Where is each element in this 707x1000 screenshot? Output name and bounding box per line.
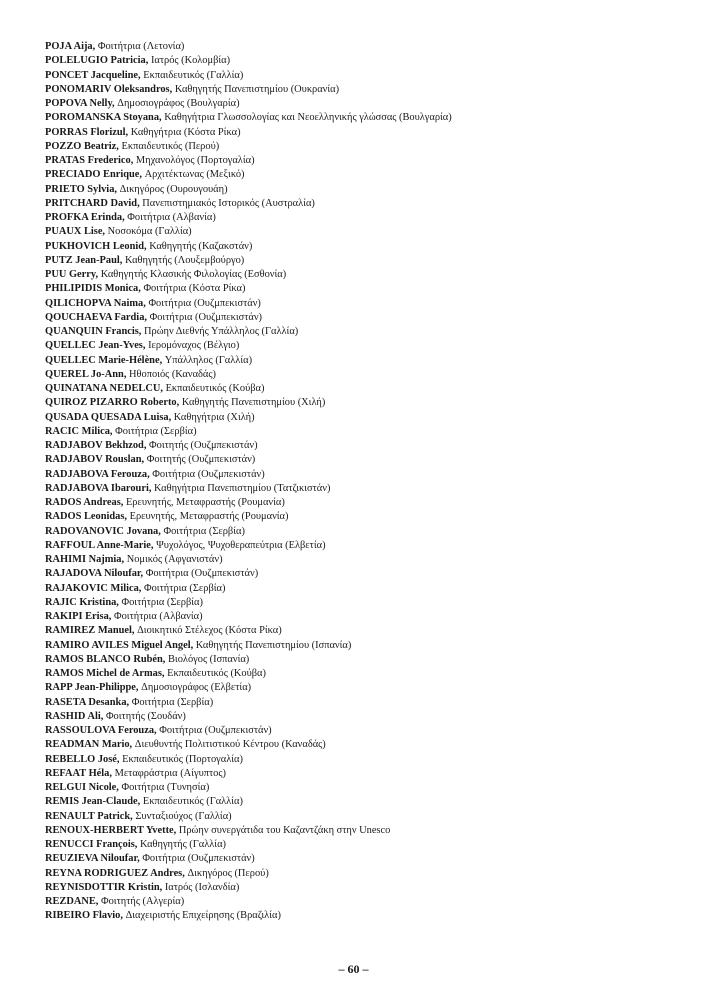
entry-name: READMAN Mario, — [45, 739, 133, 751]
entry-description: Φοιτήτρια (Ουζμπεκιστάν) — [152, 468, 265, 480]
list-item — [45, 140, 685, 154]
entry-name: RAMOS Michel de Armas, — [45, 668, 165, 679]
entry-name: REFAAT Héla, — [45, 767, 112, 779]
list-item — [45, 681, 685, 695]
entry-name: RAKIPI Erisa, — [45, 611, 112, 622]
entry-description: Εκπαιδευτικός (Γαλλία) — [143, 69, 244, 81]
entry-description: Ερευνητής, Μεταφραστής (Ρουμανία) — [129, 511, 289, 523]
list-item — [45, 325, 685, 339]
entry-name: RENUCCI François, — [45, 839, 138, 850]
entry-name: REYNISDOTTIR Kristin, — [45, 881, 163, 893]
entry-name: RASSOULOVA Ferouza, — [45, 725, 157, 736]
list-item — [45, 83, 685, 97]
entry-description: Καθηγητής (Λουξεμβούργο) — [124, 254, 245, 266]
list-item — [45, 111, 685, 125]
entry-description: Ψυχολόγος, Ψυχοθεραπεύτρια (Ελβετία) — [156, 539, 326, 551]
entry-name: RAJIC Kristina, — [45, 596, 119, 608]
list-item — [45, 767, 685, 781]
list-item — [45, 525, 685, 539]
list-item — [45, 596, 685, 610]
list-item — [45, 482, 685, 496]
list-item — [45, 867, 685, 881]
list-item — [45, 624, 685, 638]
list-item — [45, 183, 685, 197]
entry-name: PUU Gerry, — [45, 269, 99, 280]
entry-name: PORRAS Florizul, — [45, 126, 129, 138]
entry-name: POROMANSKA Stoyana, — [45, 112, 162, 124]
entry-name: RADJABOVA Ferouza, — [45, 468, 150, 480]
list-item — [45, 510, 685, 524]
list-item — [45, 710, 685, 724]
list-item — [45, 425, 685, 439]
entry-name: RAFFOUL Anne-Marie, — [45, 539, 154, 551]
list-item — [45, 567, 685, 581]
entry-description: Φοιτήτρια (Αλβανία) — [114, 611, 203, 622]
list-item — [45, 354, 685, 368]
entry-description: Ιερομόναχος (Βέλγιο) — [148, 340, 240, 352]
entry-name: QUANQUIN Francis, — [45, 326, 142, 337]
entry-description: Φοιτήτρια (Ουζμπεκιστάν) — [145, 568, 259, 580]
entry-name: POJA Aija, — [45, 41, 96, 52]
entry-name: RAMIRO AVILES Miguel Angel, — [45, 639, 194, 651]
entry-name: RENAULT Patrick, — [45, 810, 133, 822]
entry-description: Φοιτήτρια (Σερβία) — [144, 582, 226, 594]
entry-description: Δημοσιογράφος (Βουλγαρία) — [117, 98, 240, 109]
entry-description: Καθηγητής Πανεπιστημίου (Ουκρανία) — [174, 83, 340, 95]
entry-name: QOUCHAEVA Fardia, — [45, 311, 147, 323]
list-item — [45, 468, 685, 482]
entry-description: Φοιτήτρια (Κόστα Ρίκα) — [143, 283, 246, 295]
list-item — [45, 895, 685, 909]
entry-name: PRIETO Sylvia, — [45, 183, 117, 195]
entry-description: Υπάλληλος (Γαλλία) — [164, 354, 253, 366]
list-item — [45, 753, 685, 767]
entry-name: RELGUI Nicole, — [45, 782, 119, 793]
list-item — [45, 382, 685, 396]
entry-description: Ερευνητής, Μεταφραστής (Ρουμανία) — [125, 497, 285, 508]
entry-description: Εκπαιδευτικός (Κούβα) — [167, 668, 266, 679]
entry-description: Νομικός (Αφγανιστάν) — [126, 554, 223, 565]
list-item — [45, 396, 685, 410]
entry-description: Μηχανολόγος (Πορτογαλία) — [135, 155, 255, 166]
entry-name: RAJADOVA Niloufar, — [45, 568, 144, 580]
entry-description: Φοιτητής (Σουδάν) — [105, 710, 186, 722]
entry-name: PRITCHARD David, — [45, 197, 140, 209]
entry-name: POPOVA Nelly, — [45, 98, 115, 109]
entry-description: Πανεπιστημιακός Ιστορικός (Αυστραλία) — [142, 197, 315, 209]
list-item — [45, 254, 685, 268]
entry-name: REYNA RODRIGUEZ Andres, — [45, 867, 185, 879]
entry-description: Εκπαιδευτικός (Περού) — [121, 140, 220, 152]
entry-name: PONCET Jacqueline, — [45, 69, 141, 81]
list-item — [45, 368, 685, 382]
entry-description: Φοιτήτρια (Σερβία) — [131, 696, 214, 708]
entry-description: Βιολόγος (Ισπανία) — [168, 653, 250, 665]
entry-name: RAPP Jean-Philippe, — [45, 682, 139, 694]
list-item — [45, 553, 685, 567]
entry-description: Φοιτητής (Αλγερία) — [101, 896, 185, 907]
entry-name: QUELLEC Jean-Yves, — [45, 340, 146, 352]
entry-description: Αρχιτέκτωνας (Μεξικό) — [144, 169, 245, 181]
entry-description: Φοιτήτρια (Ουζμπεκιστάν) — [159, 725, 272, 736]
list-item — [45, 909, 685, 923]
entry-name: RASETA Desanka, — [45, 696, 130, 708]
entry-name: RADOS Leonidas, — [45, 511, 127, 523]
list-item — [45, 795, 685, 809]
entry-name: QUIROZ PIZARRO Roberto, — [45, 397, 180, 409]
list-item — [45, 282, 685, 296]
entry-description: Δημοσιογράφος (Ελβετία) — [141, 682, 252, 694]
entry-description: Εκπαιδευτικός (Κούβα) — [165, 383, 265, 394]
entry-name: PRATAS Frederico, — [45, 155, 134, 166]
list-item — [45, 696, 685, 710]
entry-description: Φοιτήτρια (Σερβία) — [163, 525, 245, 537]
entry-name: QUINATANA NEDELCU, — [45, 383, 163, 394]
entry-description: Καθηγητής (Καζακστάν) — [149, 240, 253, 252]
page-number: – 60 – — [338, 962, 369, 976]
entry-name: REUZIEVA Niloufar, — [45, 853, 140, 865]
list-item — [45, 838, 685, 852]
list-item — [45, 297, 685, 311]
list-item — [45, 211, 685, 225]
list-item — [45, 97, 685, 111]
entry-name: REZDANE, — [45, 896, 99, 907]
entry-name: POZZO Beatriz, — [45, 140, 119, 152]
list-item — [45, 667, 685, 681]
entry-description: Διοικητικό Στέλεχος (Κόστα Ρίκα) — [137, 625, 282, 637]
name-list — [45, 40, 685, 924]
entry-description: Καθηγητής Κλασικής Φιλολογίας (Εσθονία) — [100, 269, 287, 280]
entry-description: Καθηγητής (Γαλλία) — [139, 839, 226, 850]
entry-name: PHILIPIDIS Monica, — [45, 283, 141, 295]
entry-description: Καθηγήτρια Πανεπιστημίου (Τατζικιστάν) — [154, 482, 331, 494]
entry-description: Πρώην συνεργάτιδα του Καζαντζάκη στην Unesco — [178, 824, 391, 836]
entry-description: Ιατρός (Κολομβία) — [150, 55, 231, 67]
entry-name: QUELLEC Marie-Hélène, — [45, 354, 163, 366]
entry-description: Μεταφράστρια (Αίγυπτος) — [114, 767, 226, 779]
list-item — [45, 824, 685, 838]
entry-name: RENOUX-HERBERT Yvette, — [45, 824, 177, 836]
list-item — [45, 240, 685, 254]
entry-name: RADOVANOVIC Jovana, — [45, 525, 161, 537]
entry-description: Διευθυντής Πολιτιστικού Κέντρου (Καναδάς) — [134, 739, 326, 751]
entry-name: PROFKA Erinda, — [45, 212, 125, 223]
entry-description: Ιατρός (Ισλανδία) — [164, 881, 240, 893]
entry-description: Διαχειριστής Επιχείρησης (Βραζιλία) — [125, 910, 281, 922]
entry-description: Συνταξιούχος (Γαλλία) — [135, 810, 232, 822]
entry-description: Φοιτητής (Ουζμπεκιστάν) — [149, 440, 258, 451]
entry-name: RADOS Andreas, — [45, 497, 124, 508]
entry-description: Φοιτητής (Ουζμπεκιστάν) — [146, 454, 256, 466]
entry-description: Καθηγήτρια (Κόστα Ρίκα) — [130, 126, 241, 138]
entry-name: REBELLO José, — [45, 753, 120, 765]
entry-name: QILICHOPVA Naima, — [45, 297, 146, 309]
entry-description: Φοιτήτρια (Σερβία) — [121, 596, 203, 608]
list-item — [45, 168, 685, 182]
entry-name: RAMIREZ Manuel, — [45, 625, 135, 637]
list-item — [45, 582, 685, 596]
list-item — [45, 411, 685, 425]
entry-name: PRECIADO Enrique, — [45, 169, 142, 181]
list-item — [45, 40, 685, 54]
entry-description: Καθηγητής Πανεπιστημίου (Ισπανία) — [195, 639, 352, 651]
entry-description: Φοιτήτρια (Λετονία) — [97, 41, 185, 52]
list-item — [45, 639, 685, 653]
list-item — [45, 225, 685, 239]
entry-name: RADJABOV Rouslan, — [45, 454, 145, 466]
list-item — [45, 881, 685, 895]
list-item — [45, 54, 685, 68]
list-item — [45, 610, 685, 624]
entry-description: Καθηγήτρια Γλωσσολογίας και Νεοελληνικής γλώσσας (Βουλγαρία) — [164, 112, 452, 124]
entry-description: Δικηγόρος (Ουρουγουάη) — [119, 183, 228, 195]
list-item — [45, 154, 685, 168]
entry-name: RACIC Milica, — [45, 425, 113, 437]
entry-name: RASHID Ali, — [45, 710, 104, 722]
entry-name: PUTZ Jean-Paul, — [45, 254, 123, 266]
list-item — [45, 339, 685, 353]
entry-name: RAHIMI Najmia, — [45, 554, 125, 565]
entry-description: Φοιτήτρια (Ουζμπεκιστάν) — [148, 297, 261, 309]
entry-description: Καθηγήτρια (Χιλή) — [173, 411, 255, 423]
list-item — [45, 453, 685, 467]
list-item — [45, 439, 685, 453]
entry-name: RIBEIRO Flavio, — [45, 910, 123, 922]
entry-description: Φοιτήτρια (Ουζμπεκιστάν) — [149, 311, 263, 323]
entry-description: Καθηγητής Πανεπιστημίου (Χιλή) — [181, 397, 326, 409]
list-item — [45, 496, 685, 510]
entry-name: RAJAKOVIC Milica, — [45, 582, 142, 594]
entry-description: Νοσοκόμα (Γαλλία) — [107, 226, 192, 238]
entry-name: QUEREL Jo-Ann, — [45, 368, 127, 380]
entry-description: Φοιτήτρια (Αλβανία) — [127, 212, 216, 223]
list-item — [45, 69, 685, 83]
list-item — [45, 781, 685, 795]
entry-name: QUSADA QUESADA Luisa, — [45, 411, 172, 423]
entry-description: Δικηγόρος (Περού) — [187, 867, 269, 879]
list-item — [45, 852, 685, 866]
list-item — [45, 539, 685, 553]
entry-name: RAMOS BLANCO Rubén, — [45, 653, 166, 665]
list-item — [45, 311, 685, 325]
entry-name: PONOMARIV Oleksandros, — [45, 83, 173, 95]
entry-name: RADJABOVA Ibarouri, — [45, 482, 152, 494]
list-item — [45, 653, 685, 667]
entry-description: Εκπαιδευτικός (Πορτογαλία) — [122, 753, 243, 765]
list-item — [45, 724, 685, 738]
list-item — [45, 268, 685, 282]
list-item — [45, 738, 685, 752]
entry-description: Εκπαιδευτικός (Γαλλία) — [142, 796, 243, 808]
entry-name: REMIS Jean-Claude, — [45, 796, 141, 808]
entry-name: RADJABOV Bekhzod, — [45, 440, 147, 451]
list-item — [45, 126, 685, 140]
entry-name: POLELUGIO Patricia, — [45, 55, 149, 67]
entry-description: Ηθοποιός (Καναδάς) — [129, 368, 216, 380]
list-item — [45, 197, 685, 211]
entry-name: PUAUX Lise, — [45, 226, 106, 238]
entry-description: Φοιτήτρια (Σερβία) — [115, 425, 197, 437]
entry-description: Πρώην Διεθνής Υπάλληλος (Γαλλία) — [144, 326, 299, 337]
entry-name: PUKHOVICH Leonid, — [45, 240, 147, 252]
entry-description: Φοιτήτρια (Τυνησία) — [121, 782, 210, 793]
entry-description: Φοιτήτρια (Ουζμπεκιστάν) — [142, 853, 255, 865]
list-item — [45, 810, 685, 824]
